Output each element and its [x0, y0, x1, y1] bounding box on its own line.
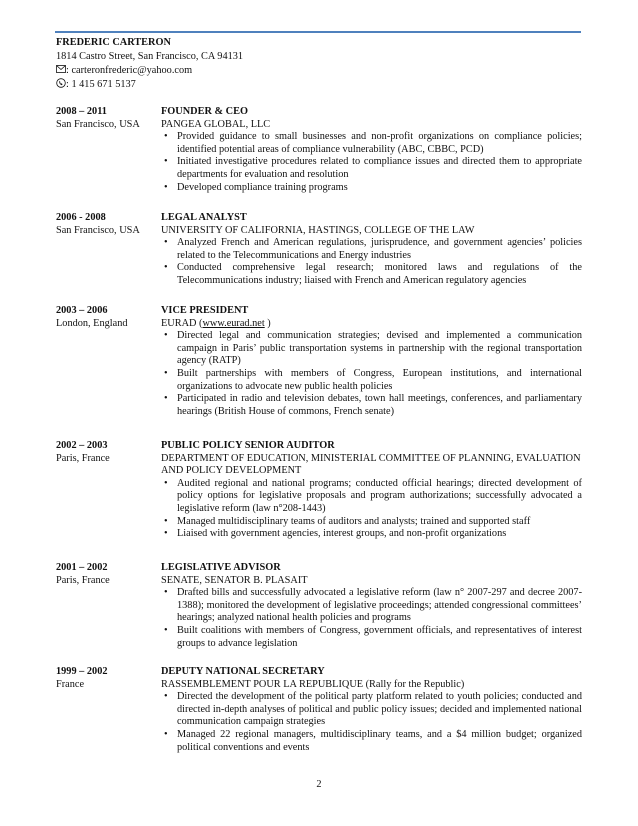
job-location: San Francisco, USA [56, 224, 140, 236]
bullet-item: • Directed legal and communication strategies; devised and implemented a communication campaign in Paris’ public transportation systems in partnership with the regional transportation agency (RATP) [161, 330, 582, 368]
bullet-item: • Directed the development of the political party platform related to youth policies; conducted and directed in-depth analyses of political and public policy issues; decided and implemented national communication campaign strategies [161, 691, 582, 729]
job-title: VICE PRESIDENT [161, 305, 249, 316]
page-number: 2 [316, 779, 322, 790]
job-bullets [161, 237, 582, 287]
bullet-item: • Analyzed French and American regulations, jurisprudence, and government agencies’ policies related to the Telecommunications and Energy industries [161, 237, 582, 262]
phone: 1 415 671 5137 [71, 79, 136, 90]
job-organization: RASSEMBLEMENT POUR LA REPUBLIQUE (Rally for the Republic) [161, 678, 465, 690]
job-dates: 2006 - 2008 [56, 212, 106, 223]
job-dates: 2001 – 2002 [56, 562, 108, 573]
job-title: LEGISLATIVE ADVISOR [161, 562, 281, 573]
bullet-item: • Conducted comprehensive legal research; monitored laws and regulations of the Telecommunications industry; liaised with French and American regulatory agencies [161, 262, 582, 287]
job-organization: UNIVERSITY OF CALIFORNIA, HASTINGS, COLLEGE OF THE LAW [161, 224, 475, 236]
job-title: PUBLIC POLICY SENIOR AUDITOR [161, 440, 335, 451]
bullet-item: • Managed 22 regional managers, multidisciplinary teams, and a $4 million budget; organized political conventions and events [161, 729, 582, 754]
phone-line: : 1 415 671 5137 [56, 78, 582, 92]
bullet-item: • Built partnerships with members of Congress, European institutions, and international organizations to advocate new public health policies [161, 368, 582, 393]
bullet-item: • Provided guidance to small businesses and non-profit organizations on compliance policies; identified potential areas of compliance vulnerability (ABC, CBBC, PCD) [161, 131, 582, 156]
email-line: : carteronfrederic@yahoo.com [56, 64, 582, 78]
bullet-item: • Managed multidisciplinary teams of auditors and analysts; trained and supported staff [161, 516, 582, 529]
address: 1814 Castro Street, San Francisco, CA 94131 [56, 51, 244, 62]
job-dates: 2008 – 2011 [56, 106, 107, 117]
job-bullets [161, 478, 582, 541]
job-location: San Francisco, USA [56, 118, 140, 130]
bullet-item: • Built coalitions with members of Congress, government officials, and representatives of interest groups to advance legislation [161, 625, 582, 650]
job-location: London, England [56, 317, 128, 329]
phone-icon [56, 78, 66, 88]
job-location: Paris, France [56, 574, 110, 586]
envelope-icon [56, 64, 66, 74]
bullet-item: • Developed compliance training programs [161, 182, 582, 195]
job-title: FOUNDER & CEO [161, 106, 248, 117]
candidate-name: FREDERIC CARTERON [56, 37, 171, 48]
contact-header [56, 36, 582, 92]
bullet-item: • Initiated investigative procedures related to compliance issues and directed them to appropriate departments for evaluation and resolution [161, 156, 582, 181]
job-location: Paris, France [56, 452, 110, 464]
job-title: DEPUTY NATIONAL SECRETARY [161, 666, 325, 677]
job-bullets [161, 131, 582, 194]
job-dates: 2003 – 2006 [56, 305, 108, 316]
job-organization: DEPARTMENT OF EDUCATION, MINISTERIAL COMMITTEE OF PLANNING, EVALUATION AND POLICY DEVELOPMENT [161, 452, 581, 477]
job-location: France [56, 678, 85, 690]
job-organization: SENATE, SENATOR B. PLASAIT [161, 574, 308, 586]
job-bullets [161, 587, 582, 650]
bullet-item: • Liaised with government agencies, interest groups, and non-profit organizations [161, 528, 582, 541]
job-organization: PANGEA GLOBAL, LLC [161, 118, 271, 130]
top-rule [55, 31, 581, 33]
bullet-item: • Drafted bills and successfully advocated a legislative reform (law n° 2007-297 and decree 2007-1388); monitored the development of legislative proceedings; attended congressional committees’ hearings; analyzed national health policies and programs [161, 587, 582, 625]
job-bullets [161, 330, 582, 418]
website-link[interactable]: www.eurad.net [202, 317, 265, 329]
job-title: LEGAL ANALYST [161, 212, 247, 223]
bullet-item: • Audited regional and national programs; conducted official hearings; directed development of policy options for legislative proposals and program authorizations; successfully advocated a legislative reform (law n°208-1443) [161, 478, 582, 516]
job-organization: EURAD (www.eurad.net ) [161, 317, 271, 329]
job-dates: 1999 – 2002 [56, 666, 108, 677]
email[interactable]: carteronfrederic@yahoo.com [71, 65, 193, 76]
job-dates: 2002 – 2003 [56, 440, 108, 451]
bullet-item: • Participated in radio and television debates, town hall meetings, conferences, and parliamentary hearings (British House of commons, French senate) [161, 393, 582, 418]
job-bullets [161, 691, 582, 754]
